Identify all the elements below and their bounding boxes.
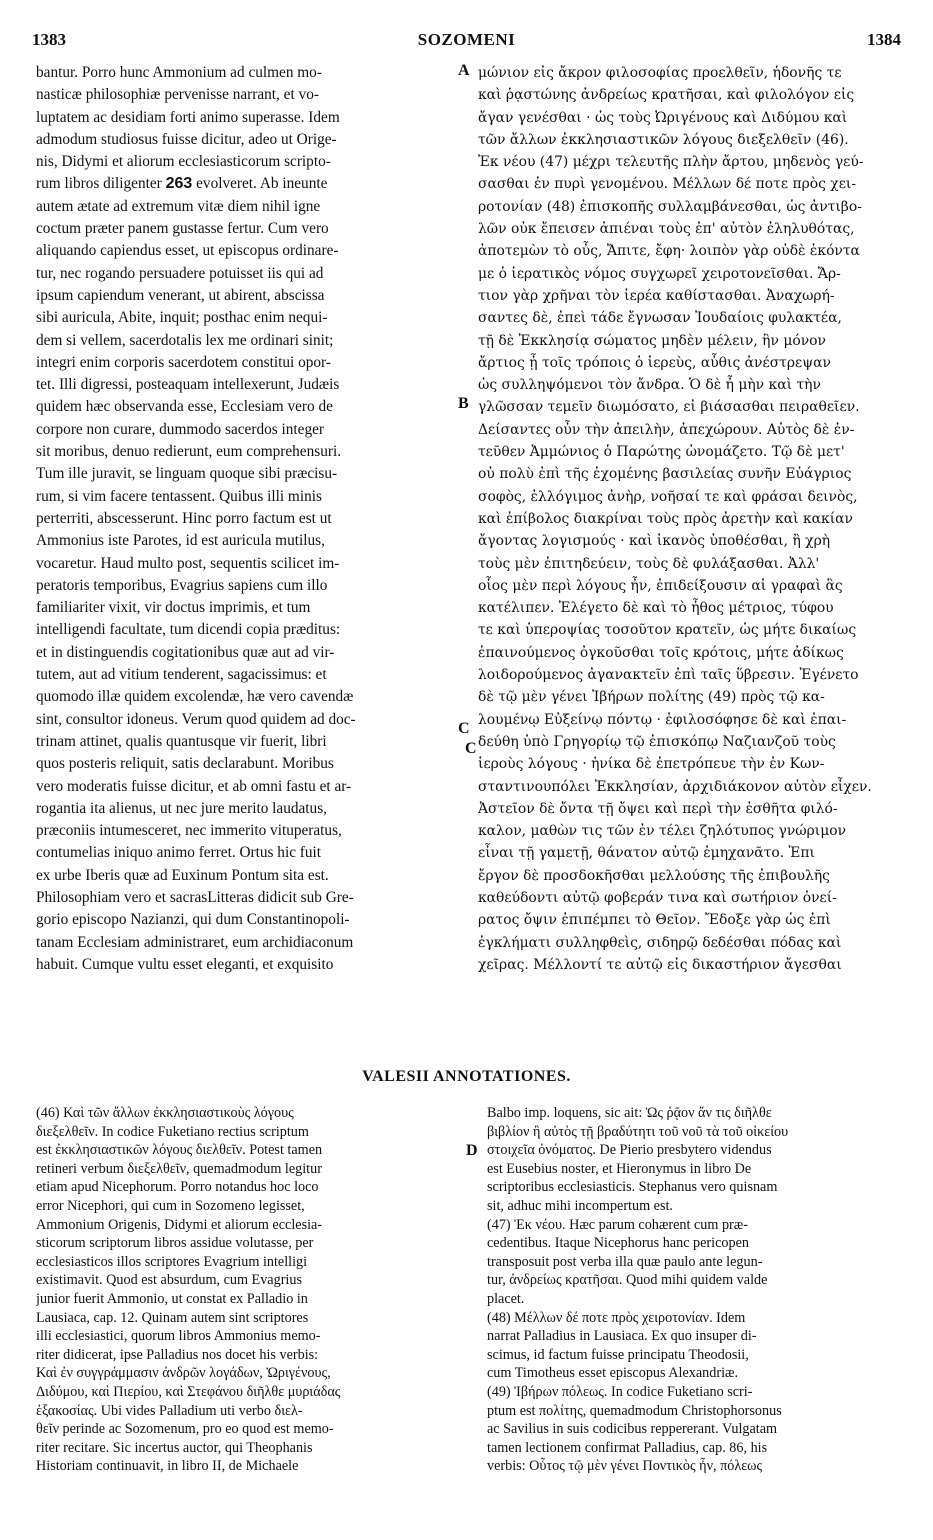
note-line: ac Savilius in suis codicibus reppererant. Vulgatam xyxy=(487,1421,778,1438)
running-header xyxy=(32,30,901,56)
text-line: δὲ τῷ μὲν γένει Ἰβήρων πολίτης (49) πρὸς τῷ κα- xyxy=(478,689,825,706)
note-line: scriptoribus ecclesiasticis. Stephanus vero quisnam xyxy=(487,1179,778,1196)
note-line: existimavit. Quod est absurdum, cum Evagrius xyxy=(36,1272,302,1289)
text-line: οἷος μὲν περὶ λόγους ἦν, ἐπιδείξουσιν αἱ γραφαὶ ἃς xyxy=(478,577,843,594)
text-line: ipsum capiendum venerant, ut abirent, abscissa xyxy=(36,286,325,304)
text-line: σταντινουπόλει Ἐκκλησίαν, ἀρχιδιάκονον αὐτὸν εἶχεν. xyxy=(478,778,872,795)
text-line: ρατος ὄψιν ἐπιπέμπει τὸ Θεῖον. Ἔδοξε γὰρ ὡς ἐπὶ xyxy=(478,912,831,929)
text-line: Ammonius iste Parotes, id est auricula mutilus, xyxy=(36,532,325,550)
note-line: tur, ἀνδρείως κρατῆσαι. Quod mihi quidem valde xyxy=(487,1272,768,1289)
text-line: σοφὸς, ἐλλόγιμος ἀνὴρ, νοῆσαί τε καὶ φράσαι δεινὸς, xyxy=(478,488,858,505)
text-line: καλον, μαθὼν τις τῶν ἐν τέλει ζηλότυπος γνώριμον xyxy=(478,823,847,840)
text-line: χεῖρας. Μέλλοντί τε αὐτῷ εἰς δικαστήριον ἄγεσθαι xyxy=(478,956,842,973)
text-line: integri enim corporis sacerdotem constitui opor- xyxy=(36,353,331,371)
text-line: καθεύδοντι αὐτῷ φοβεράν τινα καὶ σωτήριον ὀνεί- xyxy=(478,889,837,906)
text-line: præconiis intumesceret, nec immerito vituperatus, xyxy=(36,822,342,840)
note-line: placet. xyxy=(487,1290,525,1307)
note-line: sit, adhuc mihi incompertum est. xyxy=(487,1197,673,1214)
text-line: perterriti, abscesserunt. Hinc porro factum est ut xyxy=(36,509,332,527)
text-line: contumelias iniquo animo ferret. Ortus hic fuit xyxy=(36,844,322,862)
note-line: ecclesiasticos illos scriptores Evagrium intelligi xyxy=(36,1253,308,1270)
note-line: scimus, id factum fuisse principatu Theodosii, xyxy=(487,1346,749,1363)
text-line: vero moderatis fuisse dicitur, et ab omni fastu et ar- xyxy=(36,777,352,795)
text-line: bantur. Porro hunc Ammonium ad culmen mo- xyxy=(36,64,322,81)
text-line: λῶν οὐκ ἔπεισεν ἀπιέναι τοὺς ἐπ' αὐτὸν ἐληλυθότας, xyxy=(478,221,855,238)
text-line: ἐγκλήματι συλληφθεὶς, σιδηρῷ δεδέσθαι πόδας καὶ xyxy=(478,934,842,951)
text-line: coctum præter panem gustasse fertur. Cum vero xyxy=(36,220,329,238)
text-line: ὡς συλληψόμενοι τὸν ἄνδρα. Ὁ δὲ ἦ μὴν καὶ τὴν xyxy=(478,377,821,394)
text-line: τιον γὰρ χρῆναι τὸν ἱερέα καθίστασθαι. Ἀναχωρή- xyxy=(478,287,835,304)
annotations-left-column xyxy=(36,1104,460,1476)
note-line: (48) Μέλλων δέ ποτε πρὸς χειροτονίαν. Idem xyxy=(487,1309,746,1326)
text-line: aliquando capiendus esset, ut episcopus ordinare- xyxy=(36,242,339,260)
text-line: καὶ ἐπίβολος διακρίναι τοὺς πρὸς ἀρετὴν καὶ κακίαν xyxy=(478,510,853,527)
text-line: τεῦθεν Ἀμμώνιος ὁ Παρώτης ὠνομάζετο. Τῷ δὲ μετ' xyxy=(478,444,845,461)
note-line: narrat Palladius in Lausiaca. Ex quo insuper di- xyxy=(487,1328,757,1345)
note-line: est Eusebius noster, et Hieronymus in libro De xyxy=(487,1160,752,1177)
note-line: cum Timotheus esset episcopus Alexandriæ. xyxy=(487,1365,739,1382)
note-line: ἑξακοσίας. Ubi vides Palladium uti verbo διελ- xyxy=(36,1402,303,1419)
text-line: Δείσαντες οὖν τὴν ἀπειλὴν, ἀπεχώρουν. Αὐτὸς δὲ ἐν- xyxy=(478,421,855,438)
text-line: sint, consultor idoneus. Verum quod quidem ad doc- xyxy=(36,710,356,728)
note-line: Lausiaca, cap. 12. Quinam autem sint scriptores xyxy=(36,1309,309,1326)
text-line: quos posteris reliquit, satis declarabunt. Moribus xyxy=(36,755,334,773)
text-line: τε καὶ ὑπεροψίας τοσοῦτον κρατεῖν, ὡς μήτε δικαίως xyxy=(478,622,857,639)
text-line: Philosophiam vero et sacrasLitteras didicit sub Gre- xyxy=(36,888,354,906)
text-line: ἄρτιος ᾖ τοῖς τρόποις ὁ ἱερεὺς, αὖθις ἀνέστρεψαν xyxy=(478,354,831,371)
annotations-right-column xyxy=(487,1104,901,1476)
text-line: ἐπαινούμενος ὀγκοῦσθαι τοῖς κρότοις, μήτε ἀδίκως xyxy=(478,644,844,661)
text-line: intelligendi facultate, tum dicendi copia præditus: xyxy=(36,621,341,639)
note-line: error Nicephori, qui cum in Sozomeno legisset, xyxy=(36,1197,305,1214)
text-line: ex urbe Iberis quæ ad Euxinum Pontum sita est. xyxy=(36,866,329,884)
text-line: tanam Ecclesiam administraret, eum archidiaconum xyxy=(36,933,354,951)
note-line: (49) Ἰβήρων πόλεως. In codice Fuketiano scri- xyxy=(487,1383,753,1400)
text-line: ροτονίαν (48) ἐπισκοπῆς συλλαμβάνεσθαι, ὡς ἀντιβο- xyxy=(478,198,862,215)
text-line: autem ætate ad extremum vitæ diem nihil igne xyxy=(36,197,321,215)
note-line: verbis: Οὗτος τῷ μὲν γένει Ποντικὸς ἦν, πόλεως xyxy=(487,1458,763,1475)
text-line: ἔργον δὲ προσδοκῆσθαι μελλούσης τῆς ἐπιβουλῆς xyxy=(478,867,830,884)
text-line: dem si vellem, sacerdotalis lex me ordinari sinit; xyxy=(36,331,334,349)
running-title: SOZOMENI xyxy=(417,30,516,49)
note-line: sticorum scriptorum libros assidue volutasse, per xyxy=(36,1235,314,1252)
text-line: Ἐκ νέου (47) μέχρι τελευτῆς πλὴν ἄρτου, μηδενὸς γεύ- xyxy=(478,154,864,171)
text-line: tet. Illi digressi, posteaquam intellexerunt, Judæis xyxy=(36,376,340,394)
section-letter-a: A xyxy=(458,62,470,79)
text-line: vocaretur. Haud multo post, sequentis scilicet im- xyxy=(36,554,340,572)
text-line: με ὁ ἱερατικὸς νόμος συγχωρεῖ χειροτονεῖσθαι. Ἄρ- xyxy=(478,265,841,282)
section-letter-c: C xyxy=(458,720,470,737)
text-line: οὐ πολὺ ἐπὶ τῆς ἐχομένης βασιλείας συνῆν Εὐάγριος xyxy=(478,466,852,483)
greek-column xyxy=(478,62,902,976)
page-number-right: 1384 xyxy=(867,30,901,49)
text-line: σαντες δὲ, ἐπεὶ τάδε ἔγνωσαν Ἰουδαίοις φυλακτέα, xyxy=(478,310,842,327)
text-segment: rum libros diligenter xyxy=(36,175,162,193)
text-line: sibi auricula, Abite, inquit; posthac enim nequi- xyxy=(36,309,328,327)
text-line: λοιδορούμενος ἀγανακτεῖν ἐπὶ ταῖς ὕβρεσιν. Ἐγένετο xyxy=(478,667,859,684)
text-line: nasticæ philosophiæ pervenisse narrant, et vo- xyxy=(36,86,319,104)
text-line: λουμένῳ Εὐξείνῳ πόντῳ · ἐφιλοσόφησε δὲ καὶ ἐπαι- xyxy=(478,711,847,728)
text-line: τῶν ἄλλων ἐκκλησιαστικῶν λόγους διεξελθεῖν (46). xyxy=(478,131,849,148)
note-line: στοιχεῖα ὀνόματος. De Pierio presbytero videndus xyxy=(487,1142,772,1159)
note-line: θεῖν perinde ac Sozomenum, pro eo quod est memo- xyxy=(36,1421,334,1438)
text-line: εἶναι τῇ γαμετῇ, θάνατον αὐτῷ ἐμηχανᾶτο. Ἐπι xyxy=(478,845,815,862)
section-letter-c-second: C xyxy=(465,740,477,757)
section-letter-b: B xyxy=(458,395,469,412)
text-line: δεύθη ὑπὸ Γρηγορίῳ τῷ ἐπισκόπῳ Ναζιανζοῦ τοὺς xyxy=(478,733,836,750)
note-line: transposuit post verba illa quæ paulo ante legun- xyxy=(487,1253,763,1270)
section-letter-d: D xyxy=(466,1142,478,1159)
text-line: peratoris temporibus, Evagrius sapiens cum illo xyxy=(36,576,328,594)
note-line: ptum est πολίτης, quemadmodum Christophorsonus xyxy=(487,1402,782,1419)
note-line: cedentibus. Itaque Nicephorus hanc pericopen xyxy=(487,1235,749,1252)
text-line: τῇ δὲ Ἐκκλησίᾳ σώματος μηδὲν μέλειν, ἢν μόνον xyxy=(478,332,826,349)
text-line: luptatem ac desidiam forti animo superasse. Idem xyxy=(36,108,340,126)
note-line: retineri verbum διεξελθεῖν, quemadmodum legitur xyxy=(36,1160,322,1177)
text-line: ἱεροὺς λόγους · ἡνίκα δὲ ἐπετρόπευε τὴν ἐν Κων- xyxy=(478,756,825,773)
note-line: Ammonium Origenis, Didymi et aliorum ecclesia- xyxy=(36,1216,323,1233)
annotations-heading: VALESII ANNOTATIONES. xyxy=(362,1068,571,1085)
note-line: Διδύμου, καὶ Πιερίου, καὶ Στεφάνου διῆλθε μυριάδας xyxy=(36,1383,341,1400)
note-line: tamen lectionem confirmat Palladius, cap. 86, his xyxy=(487,1439,768,1456)
text-line: καὶ ῥᾳστώνης ἀνδρείως κρατῆσαι, καὶ φιλολόγον εἰς xyxy=(478,87,855,104)
text-line: μώνιον εἰς ἄκρον φιλοσοφίας προελθεῖν, ἡδονῆς τε xyxy=(478,65,842,81)
text-line: trinam attinet, qualis quantusque vir fuerit, libri xyxy=(36,732,327,750)
text-line: nis, Didymi et aliorum ecclesiasticorum scripto- xyxy=(36,153,331,171)
text-line: corpore non curare, dummodo sacerdos integer xyxy=(36,420,324,438)
text-line: gorio episcopo Nazianzi, qui dum Constantinopoli- xyxy=(36,911,350,929)
text-line xyxy=(36,173,458,195)
note-line: διεξελθεῖν. In codice Fuketiano rectius scriptum xyxy=(36,1123,309,1140)
note-line: riter didicerat, ipse Palladius nos docet his verbis: xyxy=(36,1346,319,1363)
text-line: et in distinguendis cogitationibus quæ aut ad vir- xyxy=(36,643,335,661)
note-line: Historiam continuavit, in libro II, de Michaele xyxy=(36,1458,299,1475)
text-line: rogantia ita alienus, ut nec jure merito laudatus, xyxy=(36,799,327,817)
note-line: βιβλίον ἢ αὐτὸς τῇ βραδύτητι τοῦ νοῦ τὰ τοῦ οἰκείου xyxy=(487,1123,789,1140)
column-number: 263 xyxy=(165,175,193,193)
text-line: tutem, aut ad vitium tenderent, sagacissimus: et xyxy=(36,666,327,684)
note-line: illi ecclesiastici, quorum libros Ammonius memo- xyxy=(36,1328,321,1345)
text-line: κατέλιπεν. Ἐλέγετο δὲ καὶ τὸ ἦθος μέτριος, τύφου xyxy=(478,600,834,617)
text-line: tur, nec rogando persuadere potuisset iis qui ad xyxy=(36,264,324,282)
text-line: Tum ille juravit, se linguam quoque sibi præcisu- xyxy=(36,465,338,483)
note-line: est ἐκκλησιαστικῶν λόγους διελθεῖν. Potest tamen xyxy=(36,1142,323,1159)
note-line: riter recitare. Sic incertus auctor, qui Theophanis xyxy=(36,1439,313,1456)
text-line: γλῶσσαν τεμεῖν διωμόσατο, εἰ βιάσασθαι πειραθεῖεν. xyxy=(478,399,860,416)
note-line: (46) Καὶ τῶν ἄλλων ἐκκλησιαστικοὺς λόγους xyxy=(36,1105,294,1121)
text-line: ἄγοντας λογισμούς · καὶ ἱκανὸς ὑποθέσθαι, ἢ χρὴ xyxy=(478,533,831,550)
text-line: sit moribus, denuo redierunt, eum comprehensuri. xyxy=(36,443,342,461)
note-line: (47) Ἐκ νέου. Hæc parum cohærent cum præ- xyxy=(487,1216,748,1233)
text-line: Ἀστεῖον δὲ ὄντα τῇ ὄψει καὶ περὶ τὴν ἐσθῆτα φιλό- xyxy=(478,800,838,817)
text-line: ἀποτεμὼν τὸ οὖς, Ἄπιτε, ἔφη· λοιπὸν γὰρ οὐδὲ ἑκόντα xyxy=(478,243,860,260)
note-line: Balbo imp. loquens, sic ait: Ὡς ῥᾷον ἄν τις διῆλθε xyxy=(487,1105,772,1121)
text-line: familiariter vixit, vir doctus imprimis, et tum xyxy=(36,599,311,617)
text-segment: evolveret. Ab ineunte xyxy=(196,175,328,193)
text-line: τοὺς μὲν ἐπιτηδεύειν, τοὺς δὲ φυλάξασθαι. Ἀλλ' xyxy=(478,555,820,572)
text-line: quidem hæc observanda esse, Ecclesiam vero de xyxy=(36,398,333,416)
latin-column xyxy=(36,62,458,976)
text-line: admodum studiosus fuisse dicitur, adeo ut Orige- xyxy=(36,130,337,148)
note-line: etiam apud Nicephorum. Porro notandus hoc loco xyxy=(36,1179,319,1196)
text-line: ἄγαν γενέσθαι · ὡς τοὺς Ὠριγένους καὶ Διδύμου καὶ xyxy=(478,109,848,126)
text-line: rum, si vim facere tentassent. Quibus illi minis xyxy=(36,487,322,505)
text-line: quomodo illæ quidem excolendæ, hæ vero cavendæ xyxy=(36,688,354,706)
text-line: σασθαι ἐν πυρὶ γενομένου. Μέλλων δέ ποτε πρὸς χει- xyxy=(478,176,857,193)
page-number-left: 1383 xyxy=(32,30,66,49)
note-line: junior fuerit Ammonio, ut constat ex Palladio in xyxy=(36,1290,308,1307)
text-line: habuit. Cumque vultu esset eleganti, et exquisito xyxy=(36,955,334,973)
note-line: Καὶ ἐν συγγράμμασιν ἀνδρῶν λογάδων, Ὠριγένους, xyxy=(36,1365,331,1382)
